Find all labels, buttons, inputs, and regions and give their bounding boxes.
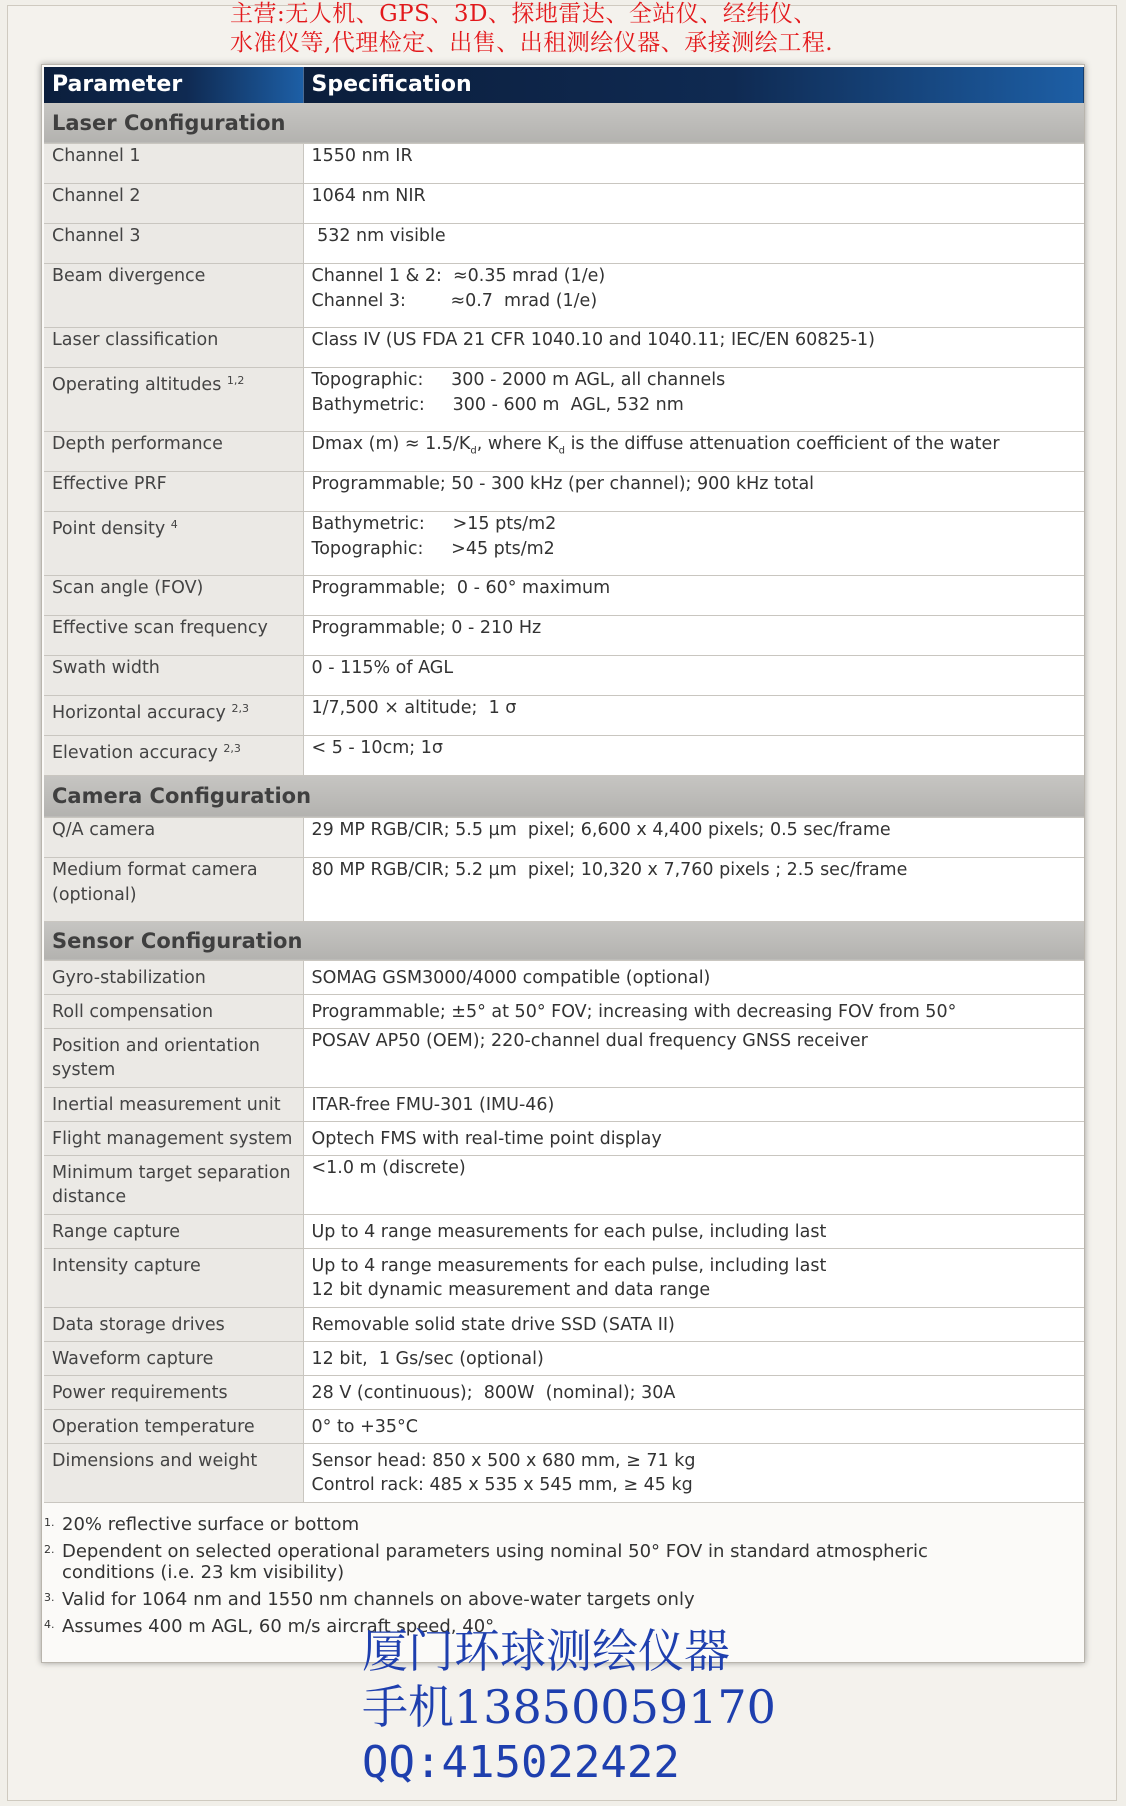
parameter-cell: Roll compensation (44, 994, 303, 1028)
footnote: 4. Assumes 400 m AGL, 60 m/s aircraft speed, 40° (44, 1616, 495, 1637)
specification-cell: ITAR-free FMU-301 (IMU-46) (303, 1087, 1084, 1121)
footnote: 2. Dependent on selected operational parameters using nominal 50° FOV in standard atmospheric conditions (i.e. 23 km visibility) (44, 1541, 928, 1583)
spec-row (44, 1028, 1084, 1087)
specification-cell: Optech FMS with real-time point display (303, 1121, 1084, 1155)
footnote-ref: 2,3 (231, 701, 249, 715)
parameter-cell: Dimensions and weight (44, 1443, 303, 1502)
specification-cell: Bathymetric: >15 pts/m2 Topographic: >45 pts/m2 (303, 511, 1084, 575)
spec-row (44, 511, 1084, 575)
spec-row (44, 655, 1084, 695)
spec-row (44, 1307, 1084, 1341)
specification-cell: 1064 nm NIR (303, 183, 1084, 223)
specification-cell: 1550 nm IR (303, 143, 1084, 183)
spec-row (44, 143, 1084, 183)
footnote-ref: 1,2 (226, 373, 245, 387)
spec-row (44, 960, 1084, 994)
banner-line-1: 主营:无人机、GPS、3D、探地雷达、全站仪、经纬仪、 (230, 1, 817, 27)
parameter-cell: Intensity capture (44, 1248, 303, 1307)
spec-row (44, 1155, 1084, 1214)
section-sensor: Sensor Configuration (44, 921, 1084, 960)
specification-cell: <1.0 m (discrete) (303, 1155, 1084, 1214)
spec-row (44, 183, 1084, 223)
spec-row (44, 471, 1084, 511)
specification-cell: 0° to +35°C (303, 1409, 1084, 1443)
footnote-ref: 2,3 (223, 741, 241, 755)
watermark-qq: QQ:415022422 (362, 1737, 680, 1788)
spec-row (44, 615, 1084, 655)
spec-row (44, 1443, 1084, 1502)
spec-row (44, 735, 1084, 775)
parameter-cell: Laser classification (44, 327, 303, 367)
parameter-cell: Inertial measurement unit (44, 1087, 303, 1121)
parameter-cell: Scan angle (FOV) (44, 575, 303, 615)
watermark-company: 厦门环球测绘仪器 (362, 1624, 730, 1678)
specification-cell: Removable solid state drive SSD (SATA II) (303, 1307, 1084, 1341)
specification-cell: 29 MP RGB/CIR; 5.5 µm pixel; 6,600 x 4,400 pixels; 0.5 sec/frame (303, 817, 1084, 857)
parameter-cell: Channel 1 (44, 143, 303, 183)
parameter-cell: Elevation accuracy $^{2,3}$ (44, 735, 303, 775)
specification-cell: Programmable; ±5° at 50° FOV; increasing with decreasing FOV from 50° (303, 994, 1084, 1028)
section-camera: Camera Configuration (44, 775, 1084, 817)
spec-row (44, 223, 1084, 263)
specification-cell: 1/7,500 × altitude; 1 σ (303, 695, 1084, 735)
parameter-cell: Operation temperature (44, 1409, 303, 1443)
spec-card (41, 64, 1085, 1663)
specification-cell: Up to 4 range measurements for each pulse, including last (303, 1214, 1084, 1248)
specification-cell: 0 - 115% of AGL (303, 655, 1084, 695)
spec-row (44, 817, 1084, 857)
spec-row (44, 327, 1084, 367)
parameter-cell: Data storage drives (44, 1307, 303, 1341)
section-laser: Laser Configuration (44, 103, 1084, 143)
parameter-cell: Channel 2 (44, 183, 303, 223)
parameter-cell: Minimum target separation distance (44, 1155, 303, 1214)
spec-row (44, 1214, 1084, 1248)
parameter-cell: Medium format camera (optional) (44, 857, 303, 921)
spec-table (44, 67, 1084, 1503)
spec-row (44, 431, 1084, 471)
spec-row (44, 367, 1084, 431)
specification-cell: Programmable; 0 - 210 Hz (303, 615, 1084, 655)
parameter-cell: Gyro-stabilization (44, 960, 303, 994)
specification-cell: POSAV AP50 (OEM); 220-channel dual frequency GNSS receiver (303, 1028, 1084, 1087)
specification-cell: SOMAG GSM3000/4000 compatible (optional) (303, 960, 1084, 994)
footnote-ref: 4 (170, 517, 178, 531)
specification-cell: < 5 - 10cm; 1σ (303, 735, 1084, 775)
parameter-cell: Point density $^4$ (44, 511, 303, 575)
parameter-cell: Depth performance (44, 431, 303, 471)
parameter-cell: Operating altitudes $^{1,2}$ (44, 367, 303, 431)
parameter-cell: Beam divergence (44, 263, 303, 327)
parameter-cell: Range capture (44, 1214, 303, 1248)
parameter-cell: Effective scan frequency (44, 615, 303, 655)
promo-banner (230, 0, 990, 58)
spec-row (44, 1121, 1084, 1155)
parameter-cell: Effective PRF (44, 471, 303, 511)
spec-row (44, 695, 1084, 735)
parameter-cell: Position and orientation system (44, 1028, 303, 1087)
specification-cell: Topographic: 300 - 2000 m AGL, all channels Bathymetric: 300 - 600 m AGL, 532 nm (303, 367, 1084, 431)
specification-cell: 12 bit, 1 Gs/sec (optional) (303, 1341, 1084, 1375)
spec-row (44, 857, 1084, 921)
watermark (362, 1623, 776, 1791)
header-specification: Specification (303, 67, 1084, 103)
spec-row (44, 263, 1084, 327)
specification-cell: Programmable; 50 - 300 kHz (per channel); 900 kHz total (303, 471, 1084, 511)
spec-row (44, 1409, 1084, 1443)
parameter-cell: Horizontal accuracy $^{2,3}$ (44, 695, 303, 735)
parameter-cell: Power requirements (44, 1375, 303, 1409)
watermark-phone: 手机13850059170 (362, 1680, 776, 1734)
parameter-cell: Q/A camera (44, 817, 303, 857)
footnote: 1. 20% reflective surface or bottom (44, 1514, 360, 1535)
spec-row (44, 1248, 1084, 1307)
specification-cell: 80 MP RGB/CIR; 5.2 µm pixel; 10,320 x 7,760 pixels ; 2.5 sec/frame (303, 857, 1084, 921)
parameter-cell: Swath width (44, 655, 303, 695)
specification-cell: Up to 4 range measurements for each pulse, including last 12 bit dynamic measurement and data range (303, 1248, 1084, 1307)
specification-cell: Class IV (US FDA 21 CFR 1040.10 and 1040.11; IEC/EN 60825-1) (303, 327, 1084, 367)
spec-row (44, 1087, 1084, 1121)
specification-cell: Sensor head: 850 x 500 x 680 mm, ≥ 71 kg Control rack: 485 x 535 x 545 mm, ≥ 45 kg (303, 1443, 1084, 1502)
specification-cell: Channel 1 & 2: ≈0.35 mrad (1/e) Channel 3: ≈0.7 mrad (1/e) (303, 263, 1084, 327)
footnote: 3. Valid for 1064 nm and 1550 nm channels on above-water targets only (44, 1589, 695, 1610)
specification-cell: 28 V (continuous); 800W (nominal); 30A (303, 1375, 1084, 1409)
parameter-cell: Flight management system (44, 1121, 303, 1155)
parameter-cell: Waveform capture (44, 1341, 303, 1375)
header-parameter: Parameter (44, 67, 303, 103)
specification-cell: Programmable; 0 - 60° maximum (303, 575, 1084, 615)
spec-row (44, 575, 1084, 615)
spec-row (44, 1341, 1084, 1375)
spec-row (44, 1375, 1084, 1409)
banner-line-2: 水准仪等,代理检定、出售、出租测绘仪器、承接测绘工程. (230, 30, 834, 56)
spec-row (44, 994, 1084, 1028)
specification-cell: Dmax $(m) \approx 1.5/K_d$, where $K_d$ is the diffuse attenuation coefficient of the water (303, 431, 1084, 471)
specification-cell: 532 nm visible (303, 223, 1084, 263)
parameter-cell: Channel 3 (44, 223, 303, 263)
